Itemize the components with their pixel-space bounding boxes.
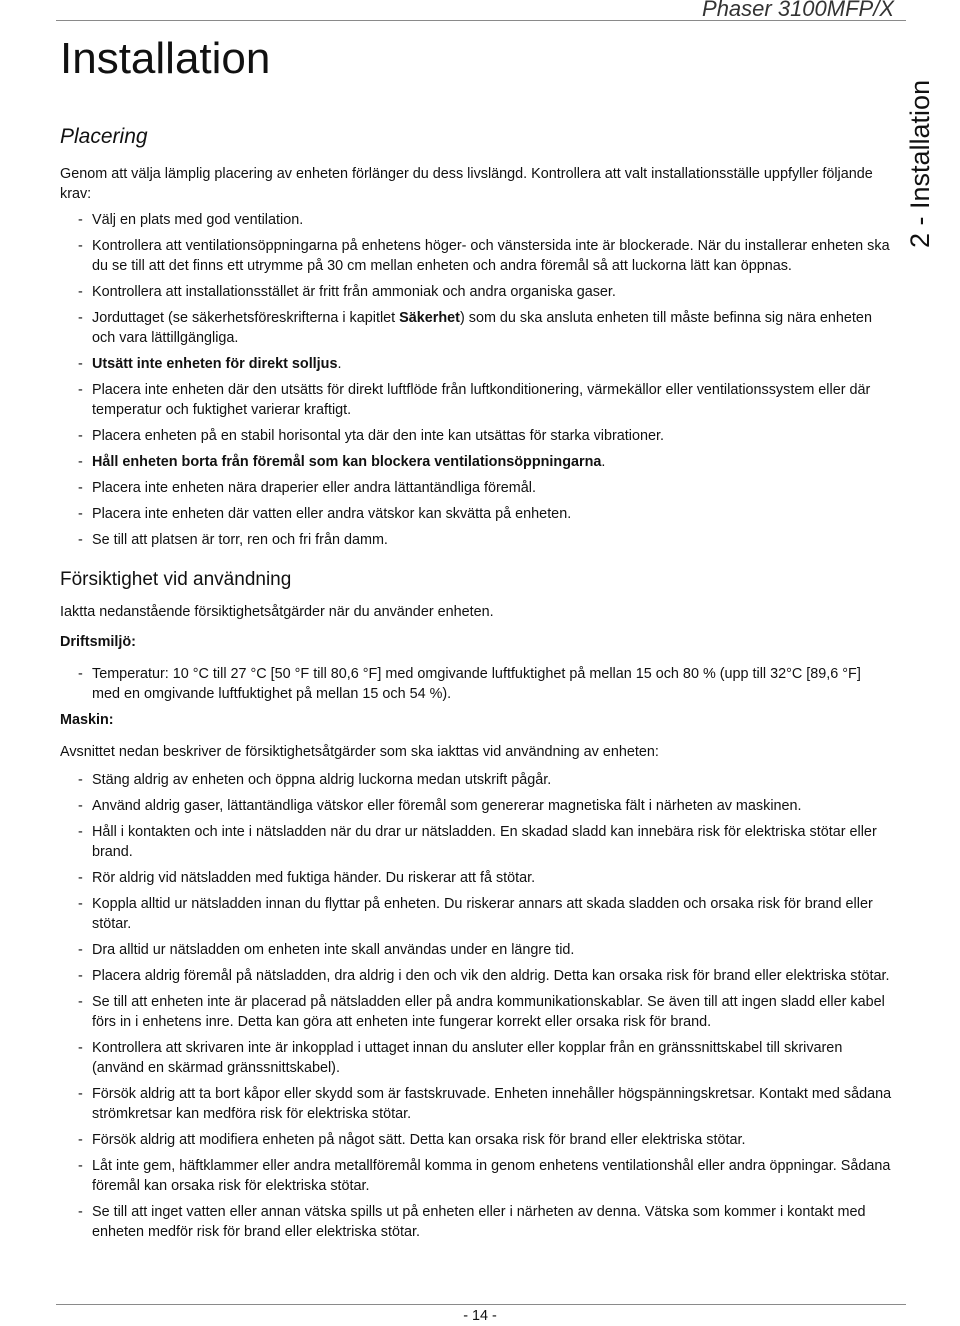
placering-heading: Placering (60, 125, 148, 148)
list-item: - Dra alltid ur nätsladden om enheten inte skall användas under en längre tid. (60, 940, 892, 960)
vent-text-end: . (601, 454, 606, 470)
environment-label: Driftsmiljö: (60, 634, 136, 650)
chapter-side-tab-label: 2 - Installation (905, 79, 935, 248)
list-item: - Placera inte enheten där den utsätts för direkt luftflöde från luftkonditionering, värmekällor eller ventilationssystem eller där temperatur och fuktighet varierar kraftigt. (60, 380, 892, 420)
page-number: - 14 - (463, 1308, 497, 1324)
list-item: - Försök aldrig att modifiera enheten på något sätt. Detta kan orsaka risk för brand eller elektriska stötar. (60, 1130, 892, 1150)
list-item: - Välj en plats med god ventilation. (60, 210, 892, 230)
list-item: - Använd aldrig gaser, lättantändliga vätskor eller föremål som genererar magnetiska fält i närheten av maskinen. (60, 796, 892, 816)
page-title: Installation (60, 34, 271, 83)
sun-text: Utsätt inte enheten för direkt solljus (92, 356, 338, 372)
environment-list (60, 664, 892, 704)
placering-intro: Genom att välja lämplig placering av enheten förlänger du dess livslängd. Kontrollera att valt installationsställe uppfyller följande krav: (60, 166, 873, 202)
chapter-side-tab (898, 48, 938, 248)
list-item: - Placera aldrig föremål på nätsladden, dra aldrig i den och vik den aldrig. Detta kan orsaka risk för brand eller elektriska stötar. (60, 966, 892, 986)
list-item-sun (60, 354, 892, 374)
page-content (60, 124, 892, 1248)
list-item-vent (60, 452, 892, 472)
list-item: - Låt inte gem, häftklammer eller andra metallföremål komma in genom enhetens ventilationshål eller andra öppningar. Sådana föremål kan orsaka risk för elektriska stötar. (60, 1156, 892, 1196)
list-item: - Se till att inget vatten eller annan vätska spills ut på enheten eller i närheten av denna. Vätska som kommer i kontakt med enheten medför risk för brand eller elektriska stötar. (60, 1202, 892, 1242)
list-item: - Kontrollera att skrivaren inte är inkopplad i uttaget innan du ansluter eller kopplar från en gränssnittskabel till skrivaren (använd en skärmad gränssnittskabel). (60, 1038, 892, 1078)
ground-text-post: ) som du ska ansluta enheten till måste befinna sig nära enheten och vara lättillgängliga. (92, 310, 872, 346)
product-name: Phaser 3100MFP/X (702, 0, 894, 21)
forsiktighet-intro: Iaktta nedanstående försiktighetsåtgärder när du använder enheten. (60, 604, 494, 620)
machine-intro: Avsnittet nedan beskriver de försiktighetsåtgärder som ska iakttas vid användning av enheten: (60, 744, 659, 760)
machine-list (60, 770, 892, 1242)
list-item: - Placera inte enheten där vatten eller andra vätskor kan skvätta på enheten. (60, 504, 892, 524)
list-item: - Se till att enheten inte är placerad på nätsladden eller på andra kommunikationskablar. Se även till att ingen sladd eller kabel förs in i enhetens inre. Detta kan göra att enheten inte fungerar korrekt eller orsaka risk för brand. (60, 992, 892, 1032)
machine-label: Maskin: (60, 712, 114, 728)
ground-text-pre: Jorduttaget (se säkerhetsföreskrifterna i kapitlet (92, 310, 400, 326)
list-item: - Placera enheten på en stabil horisontal yta där den inte kan utsättas för starka vibrationer. (60, 426, 892, 446)
placering-list (60, 210, 892, 550)
list-item: - Försök aldrig att ta bort kåpor eller skydd som är fastskruvade. Enheten innehåller högspänningskretsar. Kontakt med sådana strömkretsar kan medföra risk för elektriska stötar. (60, 1084, 892, 1124)
forsiktighet-heading: Försiktighet vid användning (60, 569, 292, 590)
list-item: - Håll i kontakten och inte i nätsladden när du drar ur nätsladden. En skadad sladd kan innebära risk för elektriska stötar eller brand. (60, 822, 892, 862)
vent-text: Håll enheten borta från föremål som kan blockera ventilationsöppningarna (92, 454, 602, 470)
list-item: - Temperatur: 10 °C till 27 °C [50 °F till 80,6 °F] med omgivande luftfuktighet på mellan 15 och 80 % (upp till 32°C [89,6 °F] med en omgivande luftfuktighet på mellan 15 och 54 %). (60, 664, 892, 704)
list-item: - Koppla alltid ur nätsladden innan du flyttar på enheten. Du riskerar annars att skada sladden och orsaka risk för brand eller stötar. (60, 894, 892, 934)
sun-text-end: . (337, 356, 342, 372)
footer-rule (56, 1304, 906, 1305)
list-item: - Kontrollera att ventilationsöppningarna på enhetens höger- och vänstersida inte är blockerade. När du installerar enheten ska du se till att det finns ett utrymme på 30 cm mellan enheten och andra föremål så att luckorna lätt kan öppnas. (60, 236, 892, 276)
list-item: - Stäng aldrig av enheten och öppna aldrig luckorna medan utskrift pågår. (60, 770, 892, 790)
list-item: - Rör aldrig vid nätsladden med fuktiga händer. Du riskerar att få stötar. (60, 868, 892, 888)
list-item: - Se till att platsen är torr, ren och fri från damm. (60, 530, 892, 550)
list-item: - Placera inte enheten nära draperier eller andra lättantändliga föremål. (60, 478, 892, 498)
list-item: - Kontrollera att installationsstället är fritt från ammoniak och andra organiska gaser. (60, 282, 892, 302)
list-item-ground (60, 308, 892, 348)
ground-text-bold: Säkerhet (399, 310, 460, 326)
